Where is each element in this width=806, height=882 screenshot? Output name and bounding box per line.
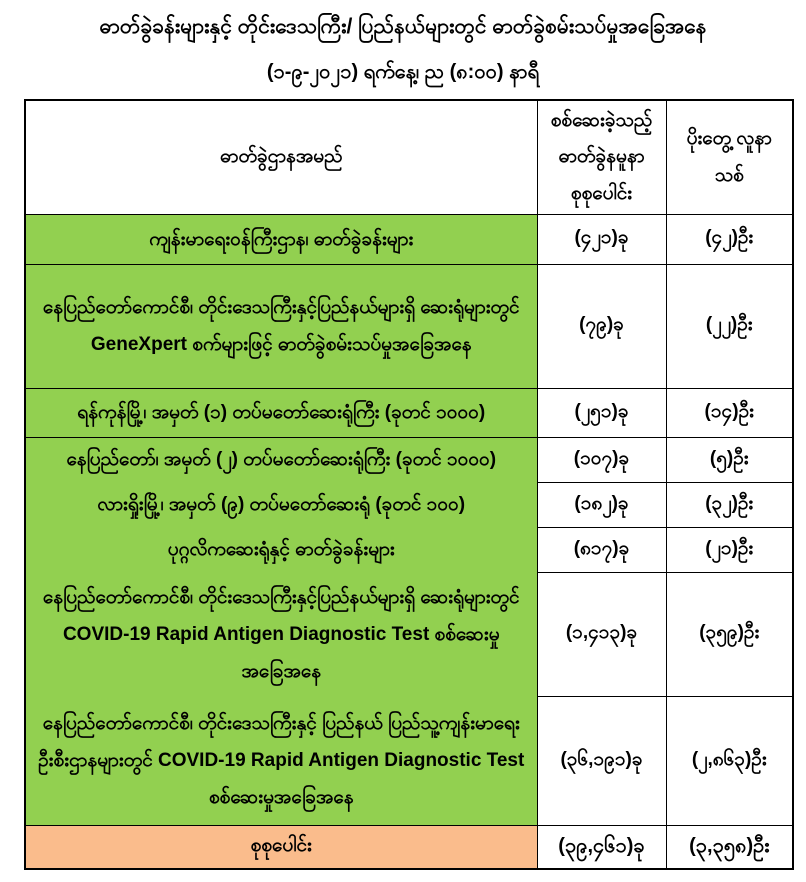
positives-count: (၂၁)ဦး [666, 527, 793, 572]
table-row [25, 572, 793, 696]
tests-count: (၇၉)ခု [537, 264, 666, 388]
positives-count: (၁၄)ဦး [666, 388, 793, 437]
table-row [25, 388, 793, 437]
tests-count: (၁၈၂)ခု [537, 482, 666, 527]
total-positives-count: (၃,၃၅၈)ဦး [666, 825, 793, 869]
table-row [25, 696, 793, 825]
positives-count: (၅)ဦး [666, 437, 793, 482]
positives-count: (၂၂)ဦး [666, 264, 793, 388]
header-new-positives: ပိုးတွေ့ လူနာသစ် [666, 100, 793, 214]
tests-count: (၄၂၁)ခု [537, 214, 666, 264]
tests-count: (၂၅၁)ခု [537, 388, 666, 437]
positives-count: (၃၅၉)ဦး [666, 572, 793, 696]
lab-name: ကျန်းမာရေးဝန်ကြီးဌာန၊ ဓာတ်ခွဲခန်းများ [25, 214, 537, 264]
report-title [0, 0, 806, 85]
tests-count: (၁၀၇)ခု [537, 437, 666, 482]
table-row [25, 437, 793, 482]
lab-name: နေပြည်တော်ကောင်စီ၊ တိုင်းဒေသကြီးနှင့် ပြည်နယ် ပြည်သူ့ကျန်းမာရေးဦးစီးဌာနများတွင် COVID-19 Rapid Antigen Diagnostic Test စစ်ဆေးမှုအခြေအနေ [25, 696, 537, 825]
positives-count: (၃၂)ဦး [666, 482, 793, 527]
table-header-row [25, 100, 793, 214]
lab-test-table [24, 99, 794, 870]
header-total-samples: စစ်ဆေးခဲ့သည့် ဓာတ်ခွဲနမူနာ စုစုပေါင်း [537, 100, 666, 214]
report-title-date: (၁-၉-၂၀၂၁) ရက်နေ့၊ ည (၈:၀၀) နာရီ [266, 61, 540, 84]
table-row [25, 264, 793, 388]
header-lab-name: ဓာတ်ခွဲဌာနအမည် [25, 100, 537, 214]
report-title-line1: ဓာတ်ခွဲခန်းများနှင့် တိုင်းဒေသကြီး/ ပြည်နယ်များတွင် ဓာတ်ခွဲစမ်းသပ်မှုအခြေအနေ [99, 15, 707, 38]
total-row [25, 825, 793, 869]
total-tests-count: (၃၉,၄၆၁)ခု [537, 825, 666, 869]
table-row [25, 527, 793, 572]
tests-count: (၁,၄၁၃)ခု [537, 572, 666, 696]
lab-name: နေပြည်တော်၊ အမှတ် (၂) တပ်မတော်ဆေးရုံကြီး (ခုတင် ၁၀၀၀) [25, 437, 537, 482]
positives-count: (၂,၈၆၃)ဦး [666, 696, 793, 825]
lab-name: ရန်ကုန်မြို့၊ အမှတ် (၁) တပ်မတော်ဆေးရုံကြီး (ခုတင် ၁၀၀၀) [25, 388, 537, 437]
lab-name: ပုဂ္ဂလိကဆေးရုံနှင့် ဓာတ်ခွဲခန်းများ [25, 527, 537, 572]
total-label: စုစုပေါင်း [25, 825, 537, 869]
lab-name: လားရှိုးမြို့၊ အမှတ် (၉) တပ်မတော်ဆေးရုံ (ခုတင် ၁၀၀) [25, 482, 537, 527]
tests-count: (၈၁၇)ခု [537, 527, 666, 572]
tests-count: (၃၆,၁၉၁)ခု [537, 696, 666, 825]
table-row [25, 482, 793, 527]
table-row [25, 214, 793, 264]
lab-name: နေပြည်တော်ကောင်စီ၊ တိုင်းဒေသကြီးနှင့်ပြည်နယ်များရှိ ဆေးရုံများတွင် GeneXpert စက်များဖြင့် ဓာတ်ခွဲစမ်းသပ်မှုအခြေအနေ [25, 264, 537, 388]
positives-count: (၄၂)ဦး [666, 214, 793, 264]
lab-name: နေပြည်တော်ကောင်စီ၊ တိုင်းဒေသကြီးနှင့်ပြည်နယ်များရှိ ဆေးရုံများတွင် COVID-19 Rapid Antigen Diagnostic Test စစ်ဆေးမှုအခြေအနေ [25, 572, 537, 696]
